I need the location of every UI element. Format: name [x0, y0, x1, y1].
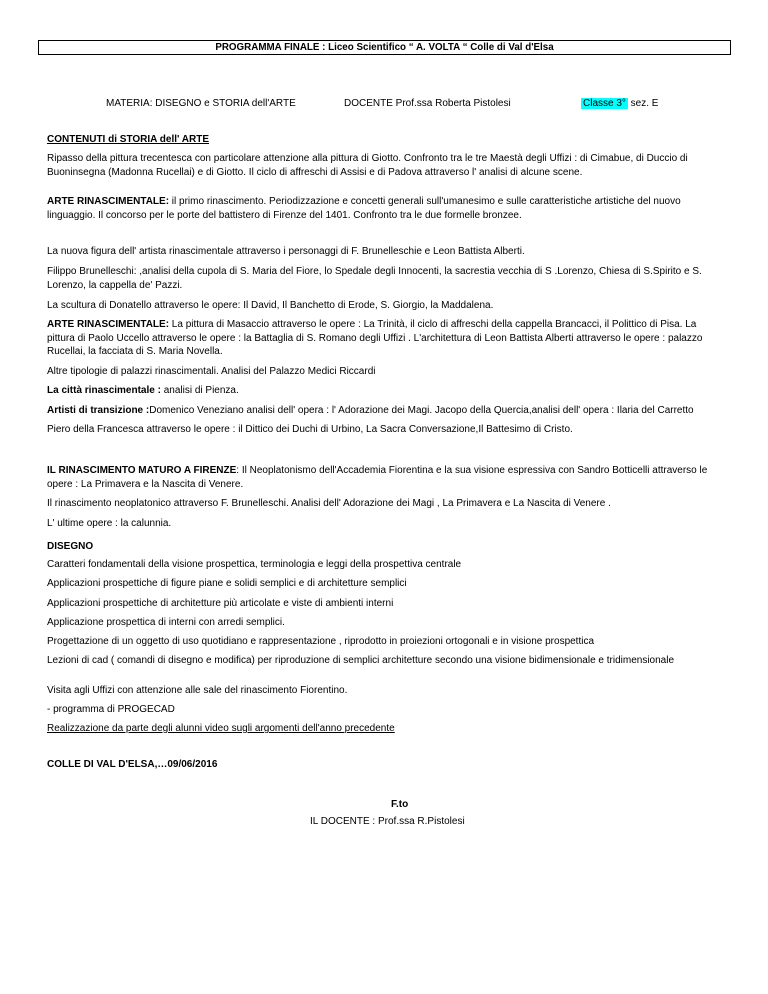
storia-paragraph-2 — [47, 195, 723, 222]
storia-paragraph-3: La nuova figura dell' artista rinascimentale attraverso i personaggi di F. Brunelleschie e Leon Battista Alberti. — [47, 246, 525, 257]
citta-rinascimentale-label: La città rinascimentale : — [47, 385, 161, 396]
storia-paragraph-4: Filippo Brunelleschi: ,analisi della cupola di S. Maria del Fiore, lo Spedale degli Innocenti, la sacrestia vecchia di S .Lorenzo, Chiesa di S.Spirito e S. Lorenzo, la cappella de' Pazzi. — [47, 266, 702, 291]
storia-paragraph-12: Il rinascimento neoplatonico attraverso F. Brunelleschi. Analisi dell' Adorazione dei Magi , La Primavera e La Nascita di Venere . — [47, 498, 611, 509]
storia-paragraph-11-text: : Il Neoplatonismo dell'Accademia Fiorentina e la sua visione espressiva con Sandro Botticelli attraverso le opere : La Primavera e la Nascita di Venere. — [47, 465, 708, 490]
classe-highlight: Classe 3° — [583, 98, 626, 109]
storia-paragraph-5: La scultura di Donatello attraverso le opere: Il David, Il Banchetto di Erode, S. Giorgio, la Maddalena. — [47, 300, 494, 311]
classe-label — [581, 97, 658, 111]
storia-paragraph-6-text: La pittura di Masaccio attraverso le opere : La Trinità, il ciclo di affreschi della cappella Brancacci, il Polittico di Pisa. La pittura di Paolo Uccello attraverso le opere : la Battaglia di S. Romano degli Uffizi . L'architettura di Leon Battista Alberti attraverso le opere : palazzo Rucellai, la facciata di S. Maria Novella. — [47, 319, 703, 357]
arte-rinascimentale-label-2: ARTE RINASCIMENTALE: — [47, 319, 170, 330]
disegno-item-6: Lezioni di cad ( comandi di disegno e modifica) per riproduzione di semplici architetture secondo una visione bidimensionale e tridimensionale — [47, 655, 675, 666]
docente-label: DOCENTE Prof.ssa Roberta Pistolesi — [344, 98, 511, 109]
storia-paragraph-13: L' ultime opere : la calunnia. — [47, 518, 172, 529]
storia-paragraph-10: Piero della Francesca attraverso le opere : il Dittico dei Duchi di Urbino, La Sacra Conversazione,Il Battesimo di Cristo. — [47, 424, 573, 435]
storia-paragraph-11 — [47, 464, 723, 491]
disegno-item-5: Progettazione di un oggetto di uso quotidiano e rappresentazione , riprodotto in proiezioni ortogonali e in visione prospettica — [47, 636, 595, 647]
disegno-item-3: Applicazioni prospettiche di architetture più articolate e viste di ambienti interni — [47, 598, 394, 609]
fto-label: F.to — [391, 799, 409, 810]
video-line: Realizzazione da parte degli alunni video sugli argomenti dell'anno precedente — [47, 723, 395, 734]
materia-label: MATERIA: DISEGNO e STORIA dell'ARTE — [106, 98, 296, 109]
storia-paragraph-2-text: il primo rinascimento. Periodizzazione e concetti generali sull'umanesimo e sulle caratteristiche artistiche del nuovo linguaggio. Il concorso per le porte del battistero di Firenze del 1401. Confronto tra le due formelle bronzee. — [47, 196, 681, 221]
disegno-heading: DISEGNO — [47, 541, 94, 552]
rinascimento-maturo-label: IL RINASCIMENTO MATURO A FIRENZE — [47, 465, 237, 476]
document-title: PROGRAMMA FINALE : Liceo Scientifico “ A. VOLTA “ Colle di Val d'Elsa — [215, 42, 554, 53]
arte-rinascimentale-label: ARTE RINASCIMENTALE: — [47, 196, 170, 207]
disegno-item-1: Caratteri fondamentali della visione prospettica, terminologia e leggi della prospettiva centrale — [47, 559, 462, 570]
disegno-item-4: Applicazione prospettica di interni con arredi semplici. — [47, 617, 285, 628]
storia-paragraph-7: Altre tipologie di palazzi rinascimentali. Analisi del Palazzo Medici Riccardi — [47, 366, 376, 377]
progecad-line: - programma di PROGECAD — [47, 704, 175, 715]
document-title-box — [38, 40, 731, 55]
storia-paragraph-9 — [47, 404, 723, 418]
place-date: COLLE DI VAL D'ELSA,…09/06/2016 — [47, 759, 218, 770]
storia-paragraph-8 — [47, 384, 723, 398]
storia-paragraph-9-text: Domenico Veneziano analisi dell' opera : l' Adorazione dei Magi. Jacopo della Quercia,analisi dell' opera : Ilaria del Carretto — [149, 405, 694, 416]
storia-paragraph-6 — [47, 318, 723, 359]
artisti-transizione-label: Artisti di transizione : — [47, 405, 150, 416]
visita-uffizi: Visita agli Uffizi con attenzione alle sale del rinascimento Fiorentino. — [47, 685, 348, 696]
docente-signature: IL DOCENTE : Prof.ssa R.Pistolesi — [310, 816, 465, 827]
storia-paragraph-1: Ripasso della pittura trecentesca con particolare attenzione alla pittura di Giotto. Confronto tra le tre Maestà degli Uffizi : di Cimabue, di Duccio di Buoninsegna (Madonna Rucellai) e di Giotto. Il ciclo di affreschi di Assisi e di Padova attraverso l' analisi di alcune scene. — [47, 153, 688, 178]
sezione-label: sez. E — [627, 98, 659, 109]
disegno-item-2: Applicazioni prospettiche di figure piane e solidi semplici e di architetture semplici — [47, 578, 407, 589]
storia-heading: CONTENUTI di STORIA dell' ARTE — [47, 134, 210, 145]
storia-paragraph-8-text: analisi di Pienza. — [160, 385, 239, 396]
